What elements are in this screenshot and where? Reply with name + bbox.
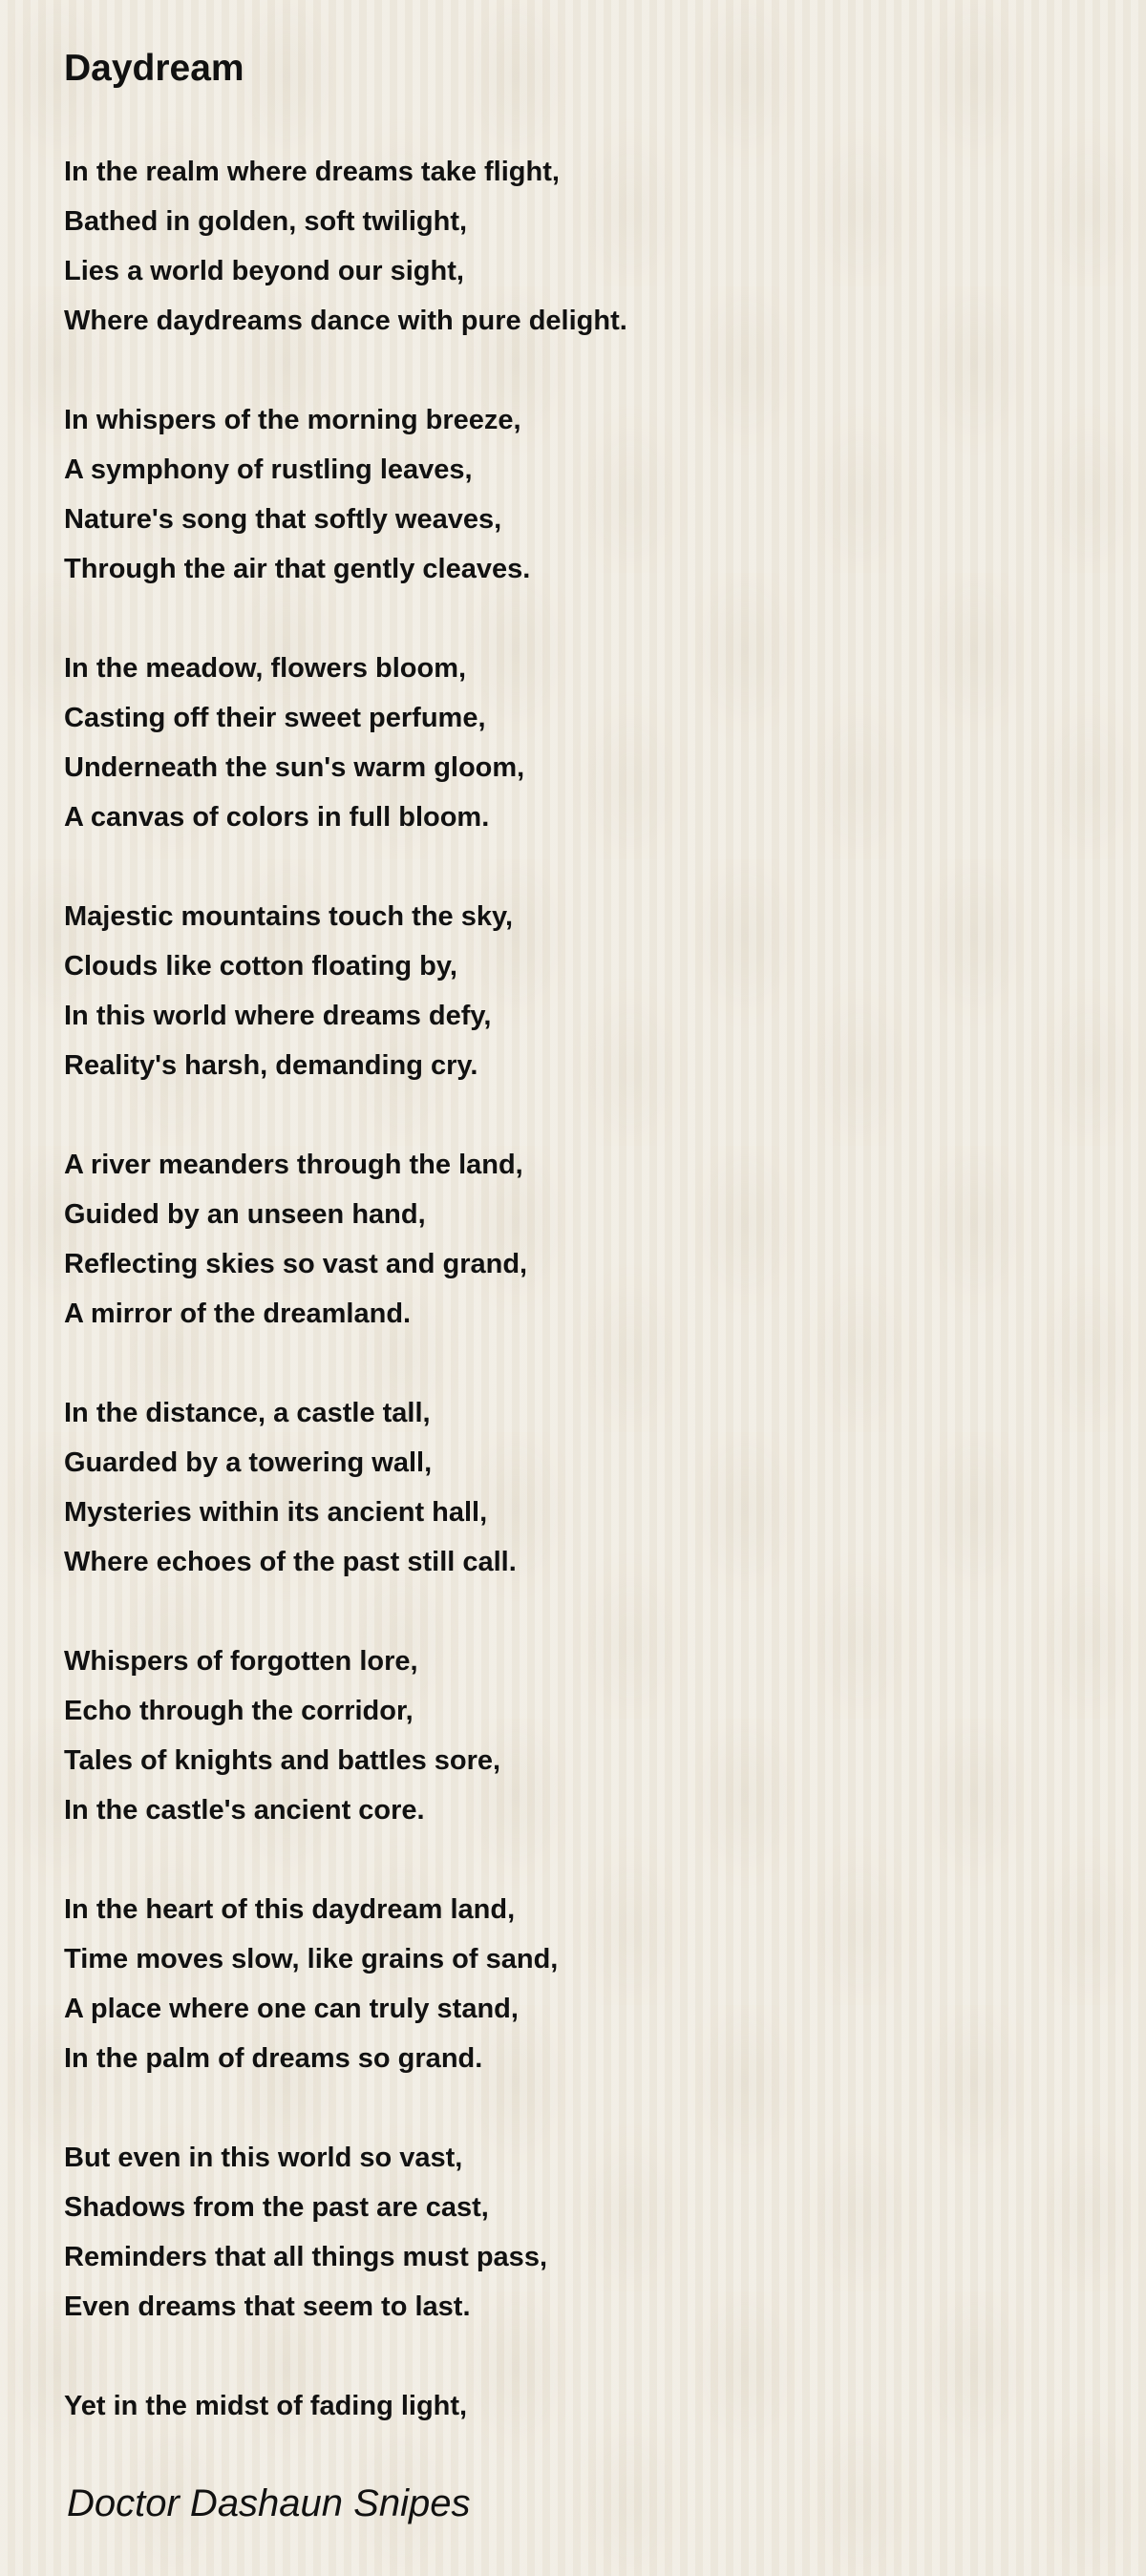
stanza (64, 395, 1076, 594)
poem-line: Nature's song that softly weaves, (64, 504, 502, 535)
poem-line: Guarded by a towering wall, (64, 1447, 433, 1478)
poem-line: Casting off their sweet perfume, (64, 703, 486, 733)
poem-line: A symphony of rustling leaves, (64, 454, 473, 485)
poem-line: Majestic mountains touch the sky, (64, 901, 514, 932)
poem-line: But even in this world so vast, (64, 2143, 463, 2173)
poem-line: Whispers of forgotten lore, (64, 1646, 418, 1677)
stanza (64, 2133, 1076, 2332)
poem-line: Reality's harsh, demanding cry. (64, 1050, 478, 1081)
poem-line: Mysteries within its ancient hall, (64, 1497, 488, 1528)
poem-title: Daydream (64, 48, 244, 89)
poem-line: Even dreams that seem to last. (64, 2291, 471, 2322)
poem-line: A canvas of colors in full bloom. (64, 802, 490, 833)
poem-line: A mirror of the dreamland. (64, 1299, 412, 1329)
poem-line: Reflecting skies so vast and grand, (64, 1249, 528, 1279)
poem-line: In the distance, a castle tall, (64, 1398, 431, 1428)
poem-line: A river meanders through the land, (64, 1150, 523, 1180)
poem-line: Lies a world beyond our sight, (64, 256, 464, 286)
stanza (64, 1140, 1076, 1339)
poem-body (64, 147, 1076, 2481)
poem-line: Time moves slow, like grains of sand, (64, 1944, 559, 1974)
poem-line: Through the air that gently cleaves. (64, 554, 531, 584)
poem-author: Doctor Dashaun Snipes (67, 2482, 471, 2524)
poem-line: Bathed in golden, soft twilight, (64, 206, 468, 237)
poem-line: Yet in the midst of fading light, (64, 2391, 468, 2421)
poem-line: A place where one can truly stand, (64, 1994, 519, 2024)
stanza (64, 1636, 1076, 1835)
poem-line: Shadows from the past are cast, (64, 2192, 489, 2223)
poem-line: Tales of knights and battles sore, (64, 1745, 501, 1776)
stanza (64, 644, 1076, 842)
stanza (64, 147, 1076, 346)
poem-line: Guided by an unseen hand, (64, 1199, 426, 1230)
poem-line: Underneath the sun's warm gloom, (64, 752, 525, 783)
poem-line: In this world where dreams defy, (64, 1001, 492, 1031)
stanza (64, 2381, 1076, 2431)
poem-line: Clouds like cotton floating by, (64, 951, 457, 982)
stanza (64, 892, 1076, 1090)
poem-line: Echo through the corridor, (64, 1696, 414, 1726)
poem-line: In the realm where dreams take flight, (64, 157, 560, 187)
stanza (64, 1885, 1076, 2083)
stanza (64, 1388, 1076, 1587)
poem-line: In whispers of the morning breeze, (64, 405, 521, 435)
poem-line: In the castle's ancient core. (64, 1795, 425, 1826)
poem-line: In the palm of dreams so grand. (64, 2043, 483, 2074)
poem-line: In the heart of this daydream land, (64, 1894, 516, 1925)
poem-line: Where daydreams dance with pure delight. (64, 306, 627, 336)
poem-line: Where echoes of the past still call. (64, 1547, 517, 1577)
poem-line: Reminders that all things must pass, (64, 2242, 547, 2272)
poem-line: In the meadow, flowers bloom, (64, 653, 467, 684)
